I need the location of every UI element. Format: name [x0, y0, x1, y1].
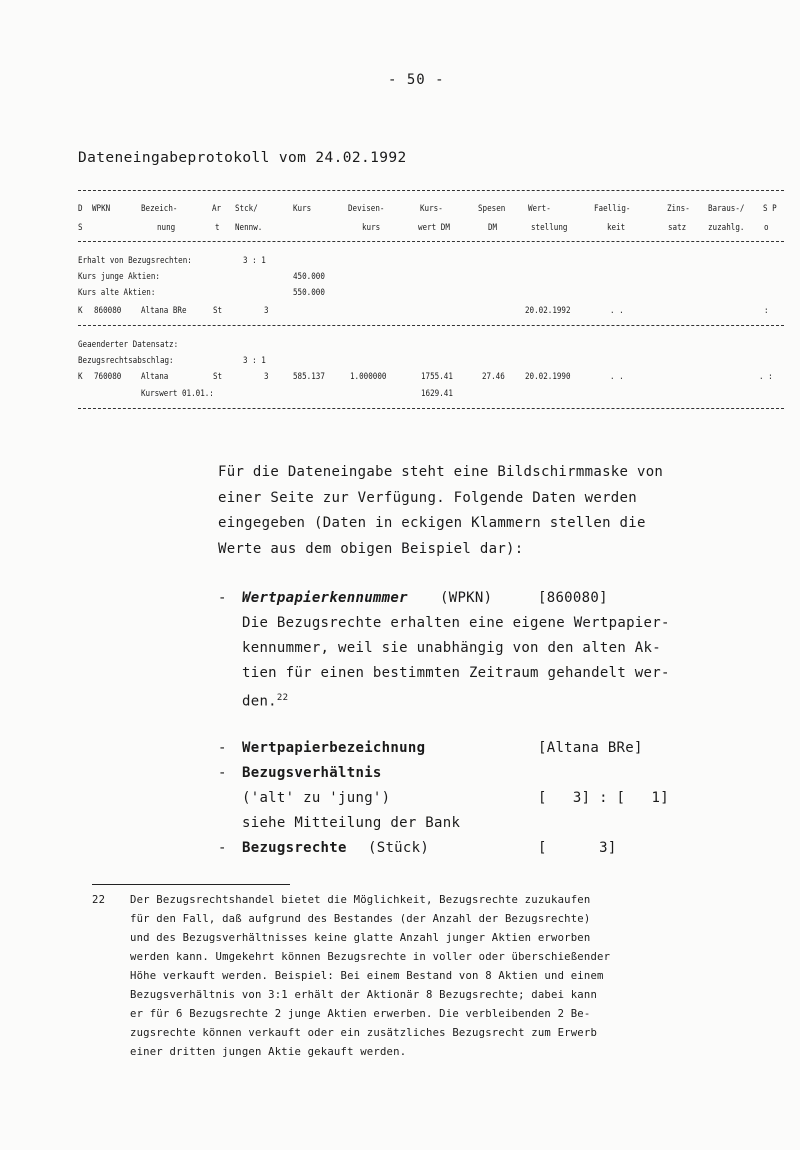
row-label: Bezugsrechtsabschlag:: [78, 356, 174, 366]
cell-art: St: [213, 306, 223, 316]
cell-dots: . .: [610, 372, 624, 382]
header-wpkn: WPKN: [92, 204, 111, 214]
ratio-value: 3 : 1: [243, 256, 266, 266]
item-desc-line: Die Bezugsrechte erhalten eine eigene Wertpapier-: [242, 615, 670, 631]
item-dash: -: [218, 590, 227, 606]
item-value: [860080]: [538, 590, 608, 606]
header-ds-2: S: [78, 223, 83, 233]
header-kurswert-2: wert DM: [418, 223, 450, 233]
intro-paragraph: [218, 460, 778, 562]
item-term: Wertpapierbezeichnung: [242, 740, 426, 756]
item-value: [ 3]: [538, 840, 617, 856]
header-barzahlung-2: zuzahlg.: [708, 223, 745, 233]
item-value: [ 3] : [ 1]: [538, 790, 669, 806]
table-top-rule: [78, 190, 784, 191]
cell-stck: 3: [264, 372, 269, 382]
cell-wertstellung: 20.02.1990: [525, 372, 571, 382]
item-desc-line: kennummer, weil sie unabhängig von den alten Ak-: [242, 640, 661, 656]
footnote-line: Der Bezugsrechtshandel bietet die Möglichkeit, Bezugsrechte zuzukaufen: [130, 894, 591, 906]
footnote-line: zugsrechte können verkauft oder ein zusätzliches Bezugsrecht zum Erwerb: [130, 1027, 598, 1039]
cell-art: St: [213, 372, 223, 382]
header-kurs: Kurs: [293, 204, 312, 214]
header-kurswert: Kurs-: [420, 204, 443, 214]
header-stck-2: Nennw.: [235, 223, 263, 233]
cell-spesen: 27.46: [482, 372, 505, 382]
header-barzahlung: Baraus-/: [708, 204, 745, 214]
item-suffix: (Stück): [368, 840, 430, 856]
header-art-2: t: [215, 223, 220, 233]
item-dash: -: [218, 840, 227, 856]
cell-wpkn: 760080: [94, 372, 122, 382]
footnote-line: Bezugsverhältnis von 3:1 erhält der Aktionär 8 Bezugsrechte; dabei kann: [130, 989, 598, 1001]
kurswert-label: Kurswert 01.01.:: [141, 389, 214, 399]
paragraph-line: einer Seite zur Verfügung. Folgende Daten werden: [218, 489, 637, 506]
footnote-line: einer dritten jungen Aktie gekauft werden.: [130, 1046, 407, 1058]
item-term: Bezugsverhältnis: [242, 765, 382, 781]
item-line: siehe Mitteilung der Bank: [242, 815, 461, 831]
paragraph-line: Werte aus dem obigen Beispiel dar):: [218, 540, 524, 557]
item-value: [Altana BRe]: [538, 740, 643, 756]
page-number: - 50 -: [388, 72, 445, 88]
cell-kurs: 585.137: [293, 372, 325, 382]
kurs-value: 450.000: [293, 272, 325, 282]
paragraph-line: Für die Dateneingabe steht eine Bildschirmmaske von: [218, 464, 664, 480]
header-sp: S P: [763, 204, 777, 214]
footnote-line: werden kann. Umgekehrt können Bezugsrechte in voller oder überschießender: [130, 951, 611, 963]
item-term: Bezugsrechte: [242, 840, 347, 856]
section-label: Geaenderter Datensatz:: [78, 340, 179, 350]
header-wertstellung: Wert-: [528, 204, 551, 214]
item-desc-last: den.: [242, 693, 277, 710]
footnote-reference: 22: [276, 693, 289, 703]
footnote-line: er für 6 Bezugsrechte 2 junge Aktien erwerben. Die verbleibenden 2 Be-: [130, 1008, 591, 1020]
cell-kurswert: 1755.41: [421, 372, 453, 382]
table-header-rule: [78, 241, 784, 242]
header-zinssatz: Zins-: [667, 204, 690, 214]
footnote-line: und des Bezugsverhältnisses keine glatte Anzahl junger Aktien erworben: [130, 932, 591, 944]
cell-ds: K: [78, 306, 83, 316]
header-sp-2: o: [764, 223, 769, 233]
header-faelligkeit-2: keit: [607, 223, 626, 233]
item-dash: -: [218, 765, 227, 781]
header-faelligkeit: Faellig-: [594, 204, 631, 214]
table-section-rule: [78, 325, 784, 326]
cell-wpkn: 860080: [94, 306, 122, 316]
header-bezeichnung-2: nung: [157, 223, 176, 233]
footnote-text: [130, 891, 610, 1062]
item-dash: -: [218, 740, 227, 756]
item-desc-line: [242, 686, 288, 715]
header-bezeichnung: Bezeich-: [141, 204, 178, 214]
paragraph-line: eingegeben (Daten in eckigen Klammern stellen die: [218, 515, 646, 531]
header-wertstellung-2: stellung: [531, 223, 568, 233]
cell-wertstellung: 20.02.1992: [525, 306, 571, 316]
section-label: Erhalt von Bezugsrechten:: [78, 256, 192, 266]
header-stck: Stck/: [235, 204, 258, 214]
ratio-value: 3 : 1: [243, 356, 266, 366]
header-spesen: Spesen: [478, 204, 506, 214]
header-ds: D: [78, 204, 83, 214]
header-spesen-2: DM: [488, 223, 498, 233]
document-title: Dateneingabeprotokoll vom 24.02.1992: [78, 150, 407, 166]
row-label: Kurs junge Aktien:: [78, 272, 160, 282]
cell-dots: . .: [610, 306, 624, 316]
cell-end: . :: [759, 372, 773, 382]
kurs-value: 550.000: [293, 288, 325, 298]
kurswert-value: 1629.41: [421, 389, 453, 399]
cell-end: :: [764, 306, 769, 316]
cell-devisen: 1.000000: [350, 372, 387, 382]
footnote-line: Höhe verkauft werden. Beispiel: Bei einem Bestand von 8 Aktien und einem: [130, 970, 604, 982]
cell-name: Altana: [141, 372, 169, 382]
item-term: Wertpapierkennummer: [242, 590, 408, 606]
header-art: Ar: [212, 204, 222, 214]
header-devisen-2: kurs: [362, 223, 381, 233]
header-zinssatz-2: satz: [668, 223, 687, 233]
footnote-number: 22: [92, 894, 106, 906]
item-suffix: (WPKN): [440, 590, 493, 606]
footnote-rule: [92, 884, 290, 885]
item-line: ('alt' zu 'jung'): [242, 790, 391, 806]
footnote-line: für den Fall, daß aufgrund des Bestandes (der Anzahl der Bezugsrechte): [130, 913, 591, 925]
row-label: Kurs alte Aktien:: [78, 288, 156, 298]
cell-ds: K: [78, 372, 83, 382]
cell-stck: 3: [264, 306, 269, 316]
cell-name: Altana BRe: [141, 306, 187, 316]
item-desc-line: tien für einen bestimmten Zeitraum gehandelt wer-: [242, 665, 670, 681]
header-devisen: Devisen-: [348, 204, 385, 214]
table-bottom-rule: [78, 408, 784, 409]
